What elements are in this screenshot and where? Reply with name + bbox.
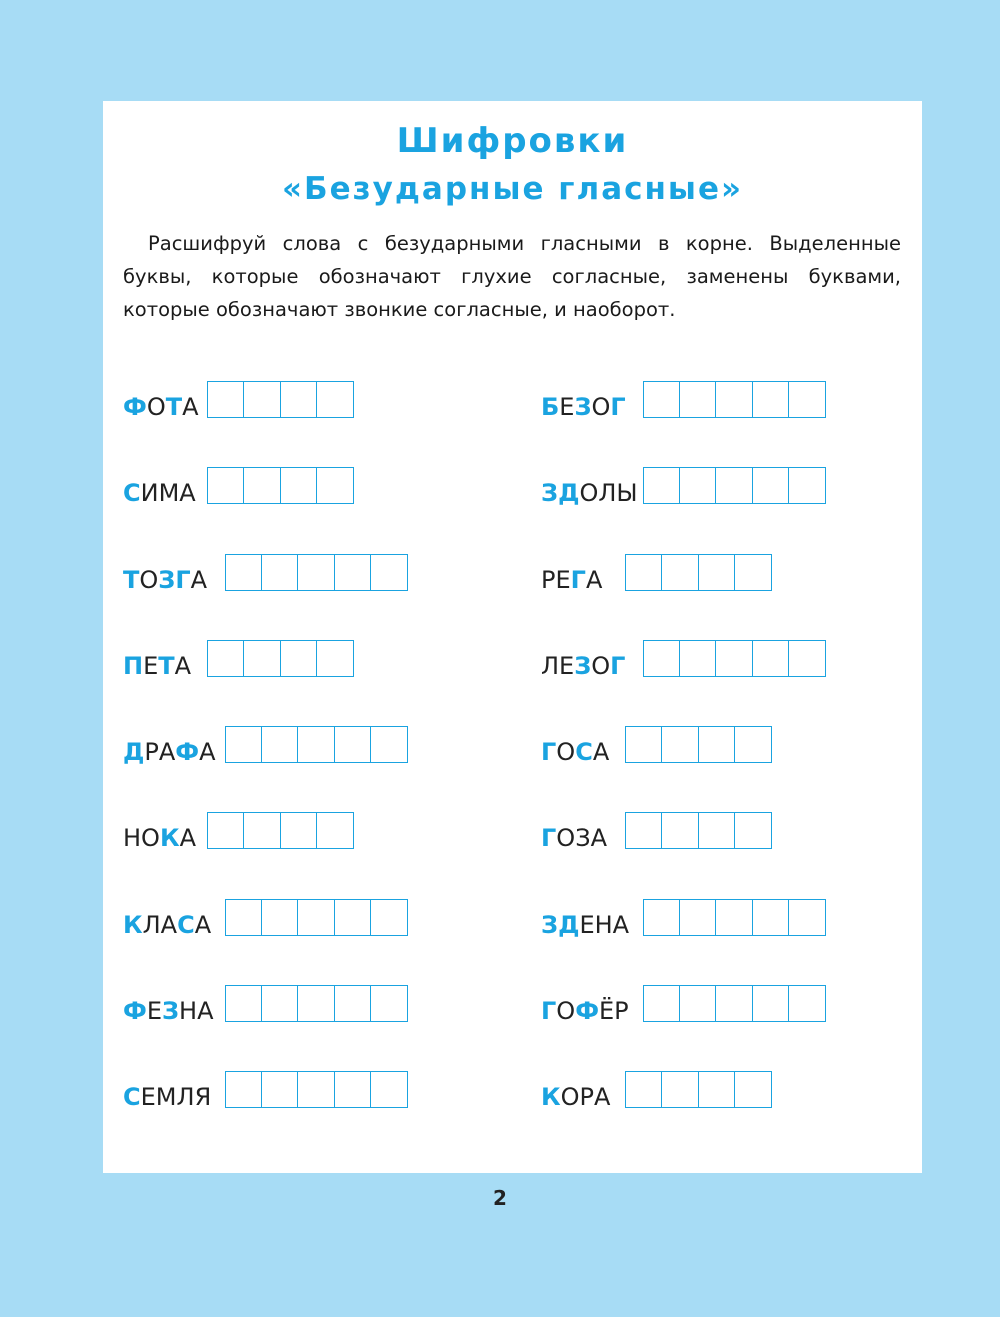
answer-letter-box[interactable] (715, 985, 753, 1022)
answer-letter-box[interactable] (225, 554, 263, 591)
letter: А (194, 911, 212, 939)
letter: Р (614, 997, 629, 1025)
highlighted-letter: К (541, 1083, 561, 1111)
answer-boxes (225, 726, 407, 764)
answer-letter-box[interactable] (207, 812, 245, 849)
letter: О (141, 824, 160, 852)
highlighted-letter: З (541, 911, 559, 939)
letter: И (140, 479, 159, 507)
answer-letter-box[interactable] (752, 640, 790, 677)
answer-letter-box[interactable] (280, 467, 318, 504)
letter: А (612, 911, 630, 939)
answer-boxes (625, 726, 771, 764)
answer-letter-box[interactable] (625, 1071, 663, 1108)
answer-letter-box[interactable] (698, 812, 736, 849)
highlighted-letter: С (123, 1083, 141, 1111)
cipher-word (541, 387, 626, 427)
answer-letter-box[interactable] (788, 467, 826, 504)
answer-letter-box[interactable] (679, 381, 717, 418)
answer-boxes (225, 1071, 407, 1109)
answer-letter-box[interactable] (297, 1071, 335, 1108)
answer-boxes (625, 1071, 771, 1109)
highlighted-letter: Т (158, 652, 175, 680)
letter: О (556, 997, 576, 1025)
answer-letter-box[interactable] (316, 381, 354, 418)
answer-boxes (625, 812, 771, 850)
answer-letter-box[interactable] (261, 554, 299, 591)
answer-letter-box[interactable] (679, 985, 717, 1022)
letter: Л (176, 1083, 195, 1111)
cipher-word (541, 991, 629, 1031)
highlighted-letter: Г (541, 824, 557, 852)
answer-letter-box[interactable] (316, 640, 354, 677)
letter: Е (559, 652, 575, 680)
answer-letter-box[interactable] (625, 726, 663, 763)
answer-letter-box[interactable] (370, 985, 408, 1022)
letter: Е (140, 1083, 156, 1111)
letter: Р (144, 738, 159, 766)
answer-letter-box[interactable] (788, 381, 826, 418)
answer-letter-box[interactable] (661, 812, 699, 849)
answer-letter-box[interactable] (370, 554, 408, 591)
answer-letter-box[interactable] (225, 899, 263, 936)
letter: А (590, 824, 607, 852)
answer-letter-box[interactable] (225, 1071, 263, 1108)
answer-letter-box[interactable] (207, 467, 245, 504)
letter: Е (555, 566, 571, 594)
letter: А (179, 479, 196, 507)
letter: Р (579, 1083, 594, 1111)
letter: З (575, 824, 591, 852)
answer-letter-box[interactable] (643, 467, 681, 504)
letter: О (556, 824, 576, 852)
answer-letter-box[interactable] (370, 1071, 408, 1108)
answer-letter-box[interactable] (734, 812, 772, 849)
cipher-word (123, 732, 216, 772)
answer-letter-box[interactable] (225, 985, 263, 1022)
answer-letter-box[interactable] (207, 640, 245, 677)
answer-letter-box[interactable] (280, 381, 318, 418)
letter: Ё (599, 997, 615, 1025)
answer-letter-box[interactable] (661, 554, 699, 591)
highlighted-letter: Д (558, 479, 580, 507)
answer-boxes (207, 640, 353, 678)
letter: Н (123, 824, 142, 852)
highlighted-letter: С (177, 911, 195, 939)
letter: Е (559, 393, 575, 421)
page-number: 2 (493, 1186, 507, 1210)
letter: Н (594, 911, 613, 939)
answer-boxes (207, 467, 353, 505)
page-subtitle: «Безударные гласные» (281, 171, 743, 207)
answer-letter-box[interactable] (370, 726, 408, 763)
answer-letter-box[interactable] (297, 985, 335, 1022)
answer-letter-box[interactable] (679, 899, 717, 936)
answer-boxes (625, 554, 771, 592)
letter: М (155, 1083, 177, 1111)
answer-letter-box[interactable] (715, 899, 753, 936)
highlighted-letter: З (574, 393, 592, 421)
cipher-word (123, 387, 199, 427)
highlighted-letter: Т (165, 393, 183, 421)
answer-letter-box[interactable] (280, 812, 318, 849)
answer-letter-box[interactable] (243, 812, 281, 849)
letter: Ы (616, 479, 638, 507)
answer-letter-box[interactable] (334, 554, 372, 591)
highlighted-letter: З (574, 652, 592, 680)
answer-letter-box[interactable] (316, 812, 354, 849)
answer-letter-box[interactable] (788, 985, 826, 1022)
answer-letter-box[interactable] (698, 1071, 736, 1108)
highlighted-letter: Г (570, 566, 586, 594)
highlighted-letter: Г (610, 393, 626, 421)
highlighted-letter: К (123, 911, 143, 939)
highlighted-letter: Г (175, 566, 191, 594)
answer-letter-box[interactable] (297, 899, 335, 936)
highlighted-letter: Д (123, 738, 145, 766)
answer-letter-box[interactable] (788, 640, 826, 677)
letter: А (160, 911, 178, 939)
answer-letter-box[interactable] (243, 640, 281, 677)
highlighted-letter: Г (541, 997, 557, 1025)
letter: Е (143, 652, 159, 680)
letter: Р (541, 566, 556, 594)
answer-boxes (643, 381, 825, 419)
letter: Л (598, 479, 617, 507)
cipher-word (541, 646, 625, 686)
answer-letter-box[interactable] (261, 726, 299, 763)
highlighted-letter: П (123, 652, 144, 680)
answer-boxes (643, 899, 825, 937)
answer-letter-box[interactable] (679, 467, 717, 504)
letter: О (591, 393, 611, 421)
answer-letter-box[interactable] (280, 640, 318, 677)
highlighted-letter: Г (541, 738, 557, 766)
answer-letter-box[interactable] (261, 985, 299, 1022)
answer-letter-box[interactable] (752, 985, 790, 1022)
cipher-word (123, 818, 196, 858)
letter: А (179, 824, 196, 852)
letter: Е (146, 997, 162, 1025)
answer-letter-box[interactable] (334, 726, 372, 763)
letter: Е (579, 911, 595, 939)
cipher-word (541, 905, 629, 945)
letter: А (199, 738, 216, 766)
answer-boxes (643, 467, 825, 505)
answer-letter-box[interactable] (643, 985, 681, 1022)
answer-letter-box[interactable] (334, 985, 372, 1022)
worksheet-page (103, 101, 922, 1173)
cipher-word (541, 818, 607, 858)
answer-letter-box[interactable] (297, 726, 335, 763)
cipher-word (541, 732, 609, 772)
answer-boxes (207, 381, 353, 419)
answer-letter-box[interactable] (698, 726, 736, 763)
answer-boxes (207, 812, 353, 850)
highlighted-letter: С (575, 738, 593, 766)
highlighted-letter: Г (610, 652, 626, 680)
highlighted-letter: Ф (175, 738, 200, 766)
highlighted-letter: З (158, 566, 176, 594)
letter: А (174, 652, 192, 680)
answer-letter-box[interactable] (225, 726, 263, 763)
answer-letter-box[interactable] (752, 381, 790, 418)
answer-letter-box[interactable] (734, 726, 772, 763)
answer-boxes (643, 985, 825, 1023)
cipher-word (123, 1077, 211, 1117)
answer-letter-box[interactable] (643, 640, 681, 677)
letter: Л (541, 652, 560, 680)
letter: Н (179, 997, 198, 1025)
answer-letter-box[interactable] (261, 899, 299, 936)
cipher-word (541, 560, 602, 600)
highlighted-letter: К (159, 824, 180, 852)
cipher-word (123, 905, 211, 945)
highlighted-letter: З (541, 479, 559, 507)
cipher-word (123, 560, 207, 600)
answer-letter-box[interactable] (788, 899, 826, 936)
letter: А (594, 1083, 611, 1111)
answer-letter-box[interactable] (243, 381, 281, 418)
letter: О (556, 738, 576, 766)
cipher-word (123, 991, 214, 1031)
answer-boxes (225, 554, 407, 592)
highlighted-letter: Т (123, 566, 140, 594)
cipher-word (123, 646, 191, 686)
highlighted-letter: Ф (123, 997, 147, 1025)
letter: А (197, 997, 214, 1025)
answer-letter-box[interactable] (370, 899, 408, 936)
letter: О (560, 1083, 580, 1111)
letter: О (146, 393, 166, 421)
highlighted-letter: Д (558, 911, 580, 939)
answer-boxes (225, 985, 407, 1023)
answer-letter-box[interactable] (625, 812, 663, 849)
answer-letter-box[interactable] (734, 554, 772, 591)
answer-letter-box[interactable] (679, 640, 717, 677)
letter: О (579, 479, 599, 507)
highlighted-letter: Ф (575, 997, 599, 1025)
answer-letter-box[interactable] (261, 1071, 299, 1108)
letter: А (158, 738, 176, 766)
answer-letter-box[interactable] (625, 554, 663, 591)
answer-letter-box[interactable] (752, 467, 790, 504)
highlighted-letter: З (161, 997, 180, 1025)
letter: А (592, 738, 610, 766)
answer-letter-box[interactable] (698, 554, 736, 591)
answer-letter-box[interactable] (207, 381, 245, 418)
answer-letter-box[interactable] (643, 899, 681, 936)
letter: А (182, 393, 199, 421)
answer-letter-box[interactable] (316, 467, 354, 504)
answer-letter-box[interactable] (334, 1071, 372, 1108)
answer-boxes (643, 640, 825, 678)
answer-boxes (225, 899, 407, 937)
letter: О (591, 652, 611, 680)
letter: Л (142, 911, 161, 939)
letter: О (139, 566, 159, 594)
answer-letter-box[interactable] (661, 726, 699, 763)
letter: Я (194, 1083, 212, 1111)
answer-letter-box[interactable] (243, 467, 281, 504)
letter: А (585, 566, 603, 594)
highlighted-letter: Ф (123, 393, 147, 421)
answer-letter-box[interactable] (715, 640, 753, 677)
instructions-text: Расшифруй слова с безударными гласными в корне. Выделенные буквы, которые обозначают глухие согласные, заменены буквами, которые обозначают звонкие согласные, и наоборот. (123, 232, 901, 321)
letter: А (190, 566, 208, 594)
highlighted-letter: Б (541, 393, 560, 421)
answer-letter-box[interactable] (734, 1071, 772, 1108)
answer-letter-box[interactable] (643, 381, 681, 418)
answer-letter-box[interactable] (715, 381, 753, 418)
cipher-word (123, 473, 196, 513)
letter: М (158, 479, 180, 507)
answer-letter-box[interactable] (334, 899, 372, 936)
answer-letter-box[interactable] (297, 554, 335, 591)
answer-letter-box[interactable] (715, 467, 753, 504)
cipher-word (541, 1077, 610, 1117)
cipher-word (541, 473, 638, 513)
answer-letter-box[interactable] (661, 1071, 699, 1108)
page-title: Шифровки (396, 121, 629, 161)
answer-letter-box[interactable] (752, 899, 790, 936)
highlighted-letter: С (123, 479, 141, 507)
